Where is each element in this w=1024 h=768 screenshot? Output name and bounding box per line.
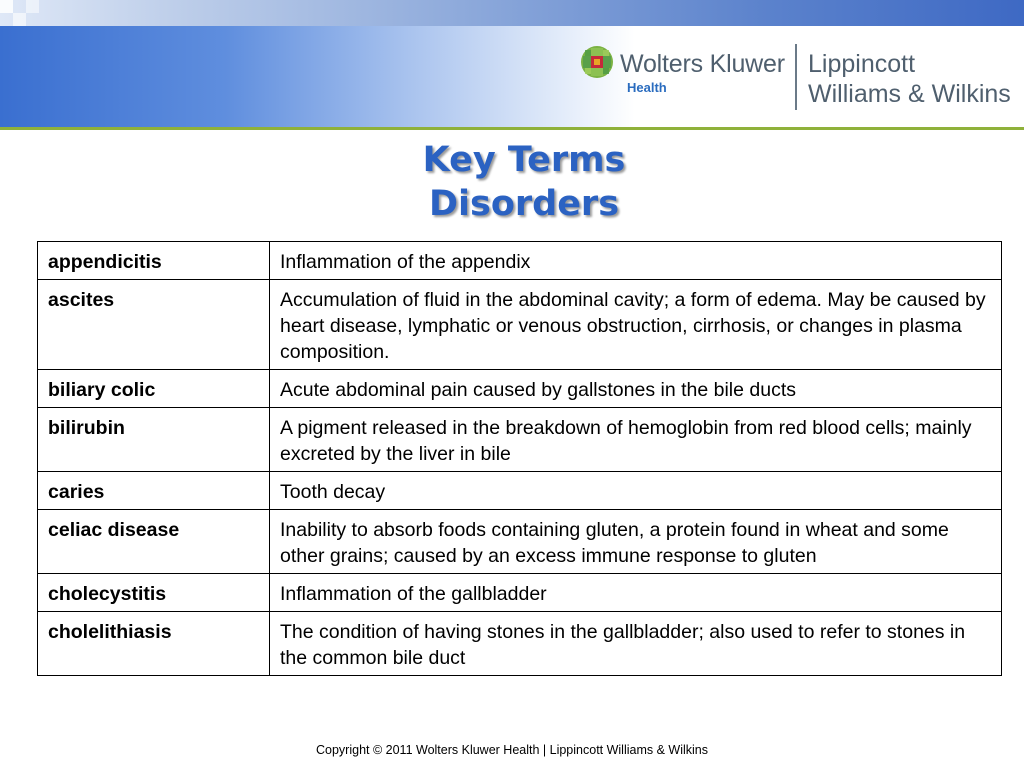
- globe-logo-icon: [580, 45, 614, 79]
- logo-company-name: Wolters Kluwer: [620, 50, 785, 78]
- slide-title-line1: Key Terms: [422, 140, 626, 180]
- definition-cell: The condition of having stones in the gallbladder; also used to refer to stones in the common bile duct: [270, 612, 1002, 676]
- term-cell: biliary colic: [38, 370, 270, 408]
- definition-cell: Tooth decay: [270, 472, 1002, 510]
- definition-cell: Inflammation of the appendix: [270, 242, 1002, 280]
- definition-cell: A pigment released in the breakdown of hemoglobin from red blood cells; mainly excreted by the liver in bile: [270, 408, 1002, 472]
- decor-square: [13, 13, 26, 26]
- key-terms-table: [37, 241, 1002, 676]
- header-top-strip: [0, 0, 1024, 26]
- slide-title: [0, 138, 1024, 226]
- term-cell: cholelithiasis: [38, 612, 270, 676]
- term-cell: celiac disease: [38, 510, 270, 574]
- definition-cell: Inability to absorb foods containing gluten, a protein found in wheat and some other grains; caused by an excess immune response to gluten: [270, 510, 1002, 574]
- definition-cell: Inflammation of the gallbladder: [270, 574, 1002, 612]
- table-row: [38, 242, 1002, 280]
- table-row: [38, 370, 1002, 408]
- publisher-logo: [580, 40, 1020, 116]
- logo-imprint-line1: Lippincott: [808, 50, 916, 78]
- table-row: [38, 510, 1002, 574]
- term-cell: cholecystitis: [38, 574, 270, 612]
- term-cell: ascites: [38, 280, 270, 370]
- decor-square: [26, 0, 39, 13]
- decor-square: [0, 0, 13, 13]
- logo-divider: [795, 44, 797, 110]
- definition-cell: Acute abdominal pain caused by gallstones in the bile ducts: [270, 370, 1002, 408]
- term-cell: appendicitis: [38, 242, 270, 280]
- logo-division-name: Health: [627, 80, 667, 95]
- logo-imprint-line2: Williams & Wilkins: [808, 80, 1011, 108]
- table-row: [38, 408, 1002, 472]
- slide-title-line2: Disorders: [428, 184, 620, 224]
- copyright-footer: Copyright © 2011 Wolters Kluwer Health | Lippincott Williams & Wilkins: [316, 743, 708, 757]
- table-row: [38, 472, 1002, 510]
- definition-cell: Accumulation of fluid in the abdominal cavity; a form of edema. May be caused by heart disease, lymphatic or venous obstruction, cirrhosis, or changes in plasma composition.: [270, 280, 1002, 370]
- banner-rule: [0, 127, 1024, 130]
- table-row: [38, 574, 1002, 612]
- table-row: [38, 280, 1002, 370]
- term-cell: bilirubin: [38, 408, 270, 472]
- table-row: [38, 612, 1002, 676]
- term-cell: caries: [38, 472, 270, 510]
